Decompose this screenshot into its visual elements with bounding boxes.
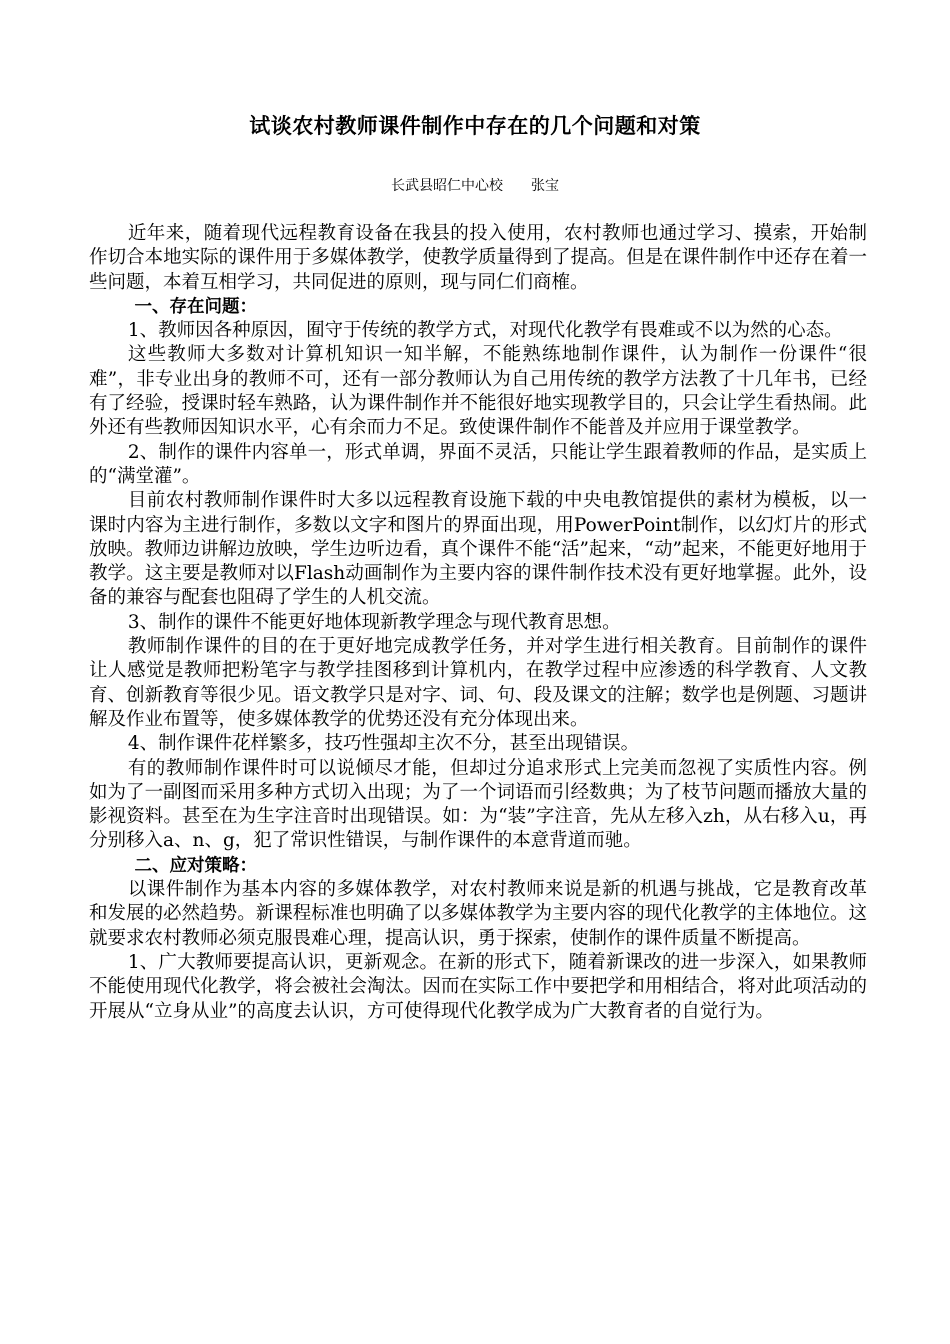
- paragraph-intro: 近年来，随着现代远程教育设备在我县的投入使用，农村教师也通过学习、摸索，开始制作切合本地实际的课件用于多媒体教学，使教学质量得到了提高。但是在课件制作中还存在着一些问题，本着互相学习，共同促进的原则，现与同仁们商榷。: [89, 223, 867, 293]
- paragraph-problem-4-detail: 有的教师制作课件时可以说倾尽才能，但却过分追求形式上完美而忽视了实质性内容。例如为了一副图而采用多种方式切入出现；为了一个词语而引经数典；为了枝节问题而播放大量的影视资料。甚至在为生字注音时出现错误。如：为“装”字注音，先从左移入zh，从右移入u，再分别移入a、n、g，犯了常识性错误，与制作课件的本意背道而驰。: [89, 757, 867, 852]
- author-name: 张宝: [531, 178, 559, 194]
- author-school: 长武县昭仁中心校: [391, 178, 503, 194]
- paragraph-problem-4: 4、制作课件花样繁多，技巧性强却主次不分，甚至出现错误。: [127, 733, 640, 755]
- author-line: [0, 176, 950, 196]
- paragraph-problem-2-detail: 目前农村教师制作课件时大多以远程教育设施下载的中央电教馆提供的素材为模板，以一课时内容为主进行制作，多数以文字和图片的界面出现，用PowerPoint制作，以幻灯片的形式放映。教师边讲解边放映，学生边听边看，真个课件不能“活”起来，“动”起来，不能更好地用于教学。这主要是教师对以Flash动画制作为主要内容的课件制作技术没有更好地掌握。此外，设备的兼容与配套也阻碍了学生的人机交流。: [89, 490, 867, 609]
- paragraph-problem-1-detail: 这些教师大多数对计算机知识一知半解，不能熟练地制作课件，认为制作一份课件“很难”，非专业出身的教师不可，还有一部分教师认为自己用传统的教学方法教了十几年书，已经有了经验，授课时轻车熟路，认为课件制作并不能很好地实现教学目的，只会让学生看热闹。此外还有些教师因知识水平，心有余而力不足。致使课件制作不能普及并应用于课堂教学。: [89, 344, 867, 439]
- paragraph-problem-3-detail: 教师制作课件的目的在于更好地完成教学任务，并对学生进行相关教育。目前制作的课件让人感觉是教师把粉笔字与教学挂图移到计算机内，在教学过程中应渗透的科学教育、人文教育、创新教育等很少见。语文教学只是对字、词、句、段及课文的注解；数学也是例题、习题讲解及作业布置等，使多媒体教学的优势还没有充分体现出来。: [89, 636, 867, 730]
- paragraph-problem-3: 3、制作的课件不能更好地体现新教学理念与现代教育思想。: [127, 611, 621, 633]
- section-heading-strategies: 二、应对策略：: [134, 855, 257, 876]
- paragraph-strategies-intro: 以课件制作为基本内容的多媒体教学，对农村教师来说是新的机遇与挑战，它是教育改革和发展的必然趋势。新课程标准也明确了以多媒体教学为主要内容的现代化教学的主体地位。这就要求农村教师必须克服畏难心理，提高认识，勇于探索，使制作的课件质量不断提高。: [89, 879, 867, 949]
- document-body: [89, 222, 867, 1024]
- document-title: 试谈农村教师课件制作中存在的几个问题和对策: [249, 114, 701, 138]
- section-heading-problems: 一、存在问题：: [134, 296, 257, 317]
- paragraph-problem-2: 2、制作的课件内容单一，形式单调，界面不灵活，只能让学生跟着教师的作品，是实质上的“满堂灌”。: [89, 441, 867, 487]
- paragraph-strategy-1: 1、广大教师要提高认识，更新观念。在新的形式下，随着新课改的进一步深入，如果教师不能使用现代化教学，将会被社会淘汰。因而在实际工作中要把学和用相结合，将对此项活动的开展从“立身从业”的高度去认识，方可使得现代化教学成为广大教育者的自觉行为。: [89, 951, 867, 1022]
- paragraph-problem-1: 1、教师因各种原因，囿守于传统的教学方式，对现代化教学有畏难或不以为然的心态。: [127, 320, 843, 342]
